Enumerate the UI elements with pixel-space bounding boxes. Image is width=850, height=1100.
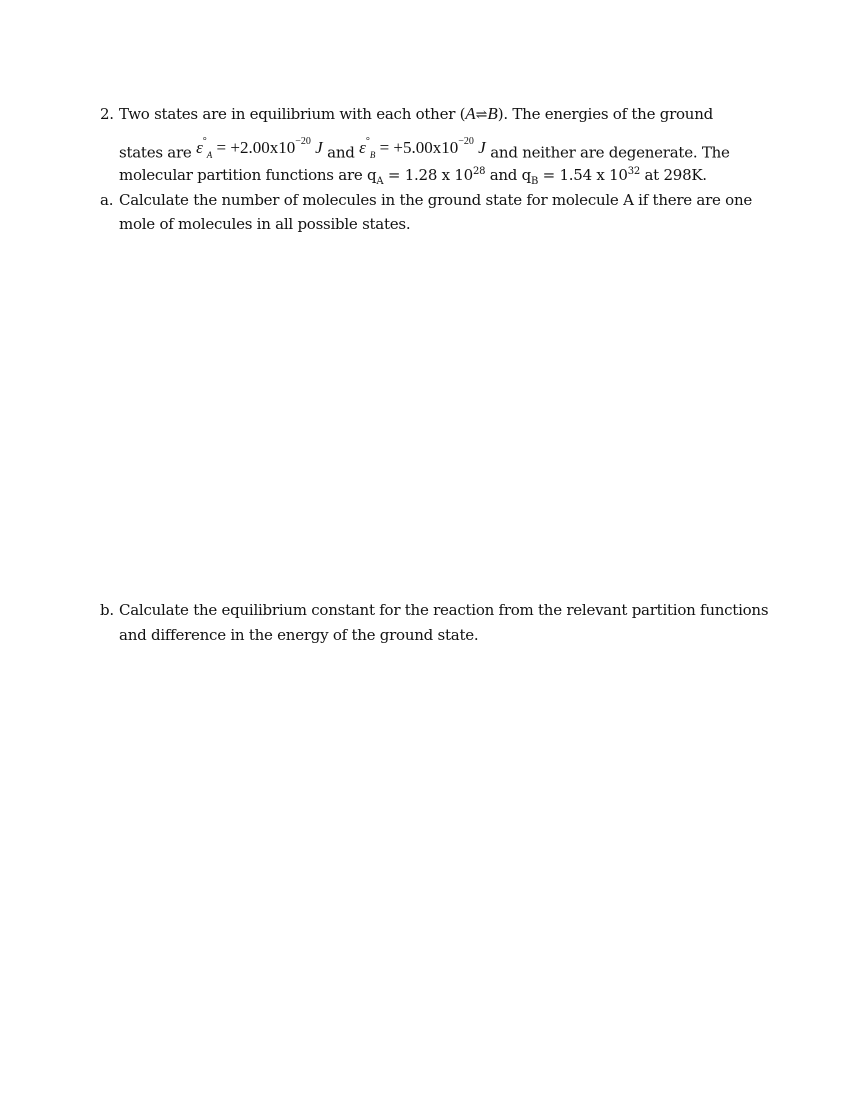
part-b-label: b. [100,601,114,619]
question-2-line-3: molecular partition functions are $q_A = 1.28$ x $10^{28}$ and $q_B = 1.54$ x $10^{32}$ at 298K. [119,166,707,187]
part-a-label: a. [100,191,114,209]
part-a-line-2: mole of molecules in all possible states. [119,215,411,233]
qa-subscript: A [376,176,384,187]
part-b-line-1 [100,600,769,620]
part-b-question-text: Calculate the equilibrium constant for the reaction from the relevant partition functions [119,601,769,619]
intro-text-2a: states are [119,143,197,162]
equilibrium-arrow-icon: ⇌ [475,108,488,123]
question-number: 2. [100,105,114,123]
and-word: and [322,143,360,162]
intro-text-2b: and neither are degenerate. The [485,143,730,162]
part-a-line-1 [100,190,752,210]
reaction-equation: A⇌B [465,104,498,123]
qb-subscript: B [531,176,539,187]
part-a-question-text: Calculate the number of molecules in the ground state for molecule A if there are one [119,191,752,209]
epsilon-a-equation: $\varepsilon^\circ_A = +2.00x10^{-20}$ J [196,136,323,161]
epsilon-b-equation: $\varepsilon^\circ_B = +5.00x10^{-20}$ J [359,136,486,161]
part-b-line-2: and difference in the energy of the ground state. [119,626,479,644]
qb-exponent: 32 [627,166,640,177]
qa-exponent: 28 [472,166,486,177]
intro-text-1b: ). The energies of the ground [497,105,713,123]
intro-text-1a: Two states are in equilibrium with each other ( [119,105,466,123]
question-2-line-1 [100,104,713,124]
